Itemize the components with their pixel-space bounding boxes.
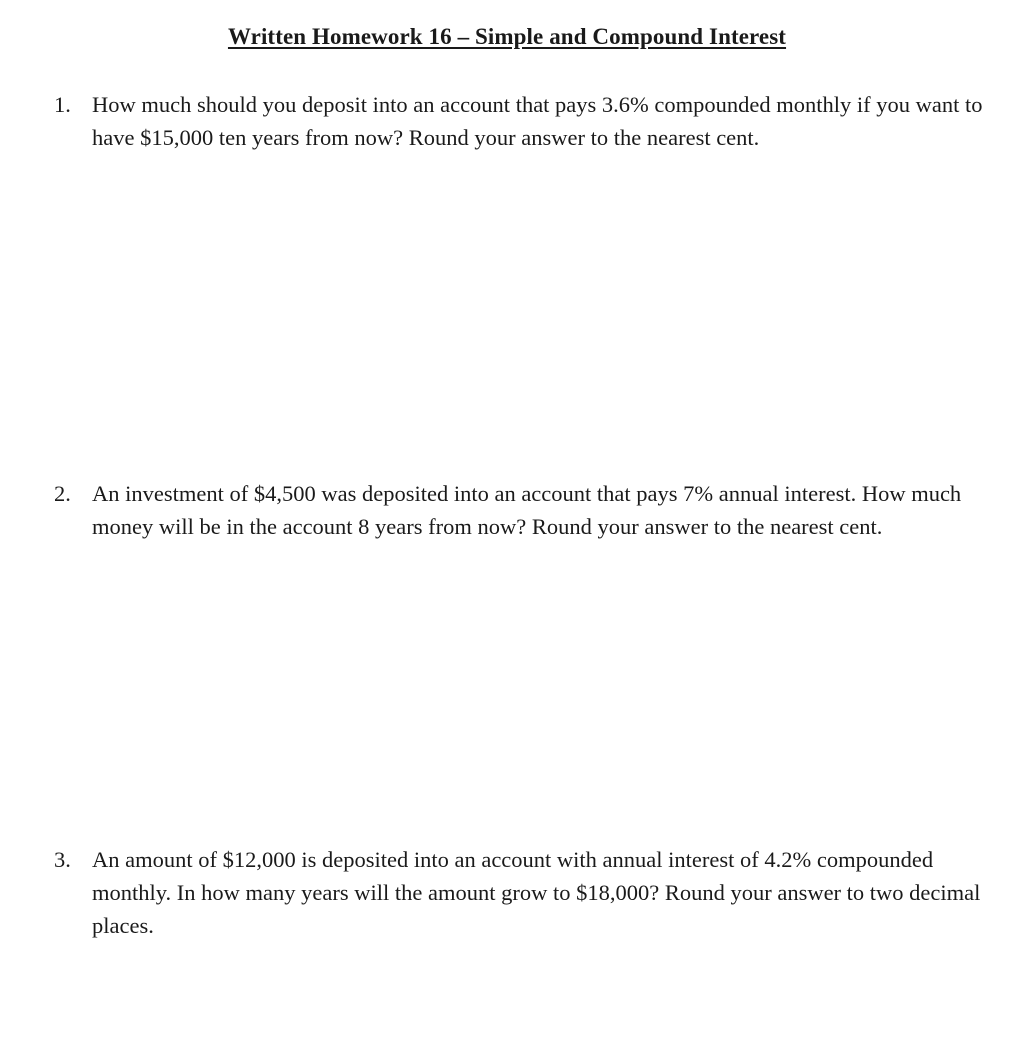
- question-text: An investment of $4,500 was deposited into an account that pays 7% annual interest. How much money will be in the account 8 years from now? Round your answer to the nearest cent.: [92, 481, 962, 539]
- question-item: [54, 477, 1004, 543]
- question-text: How much should you deposit into an account that pays 3.6% compounded monthly if you want to have $15,000 ten years from now? Round your answer to the nearest cent.: [92, 92, 983, 150]
- question-item: [54, 88, 1004, 154]
- question-number: 3.: [54, 847, 71, 872]
- page-title: Written Homework 16 – Simple and Compound Interest: [227, 24, 787, 49]
- question-text: An amount of $12,000 is deposited into an account with annual interest of 4.2% compounded monthly. In how many years will the amount grow to $18,000? Round your answer to two decimal places.: [92, 847, 981, 938]
- question-number: 1.: [54, 92, 71, 117]
- question-number: 2.: [54, 481, 71, 506]
- question-item: [54, 843, 1004, 942]
